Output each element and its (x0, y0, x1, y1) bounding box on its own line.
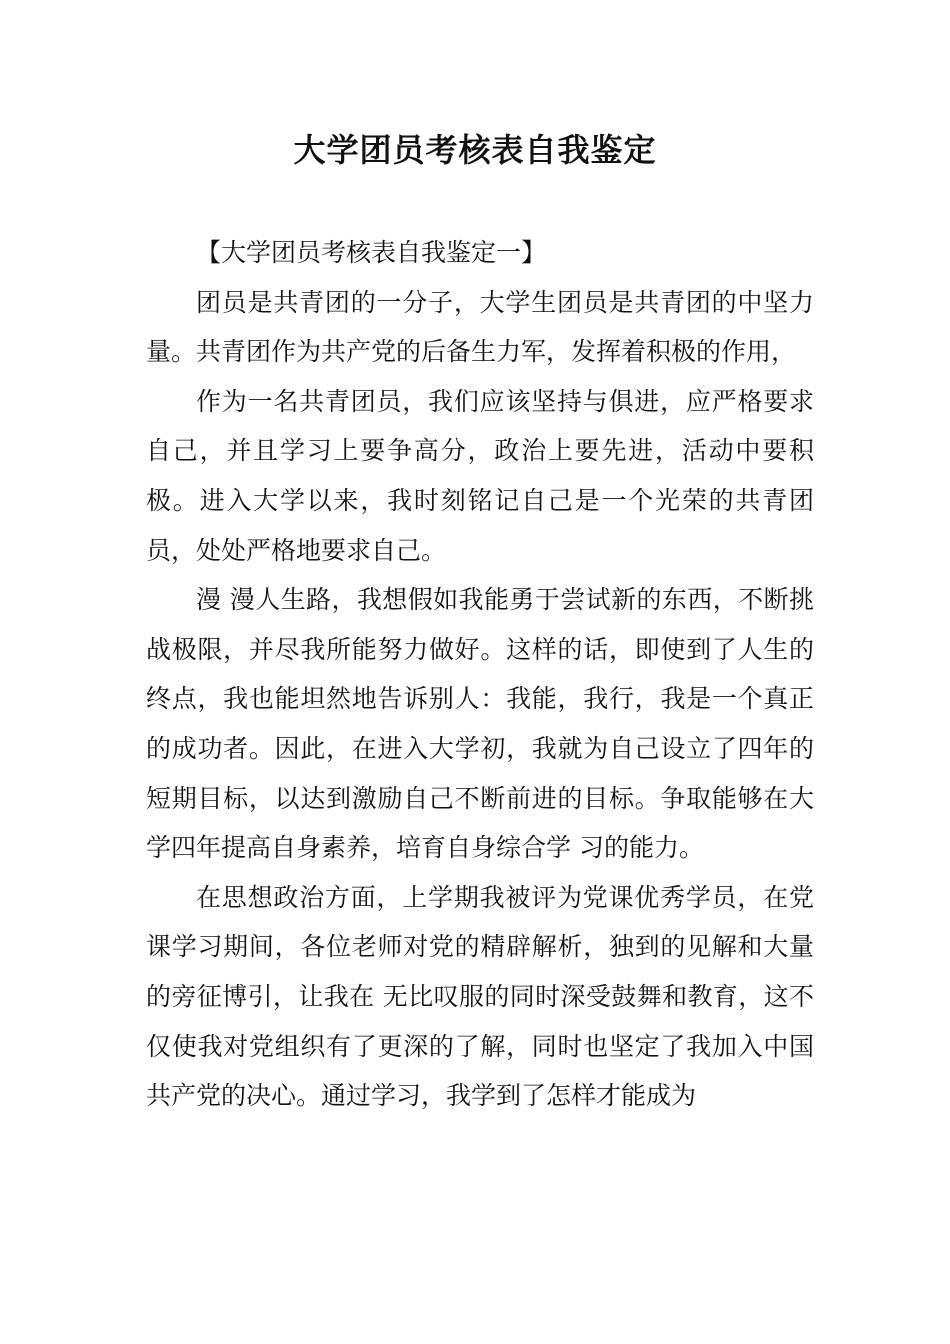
paragraph-2: 作为一名共青团员，我们应该坚持与俱进，应严格要求自己，并且学习上要争高分，政治上要先进，活动中要积极。进入大学以来，我时刻铭记自己是一个光荣的共青团员，处处严格地要求自己。 (146, 386, 814, 565)
section-heading: 【大学团员考核表自我鉴定一】 (196, 238, 547, 267)
paragraph-1: 团员是共青团的一分子，大学生团员是共青团的中坚力量。共青团作为共产党的后备生力军，发挥着积极的作用， (146, 287, 814, 367)
paragraph-4: 在思想政治方面，上学期我被评为党课优秀学员，在党课学习期间，各位老师对党的精辟解析，独到的见解和大量的旁征博引，让我在 无比叹服的同时深受鼓舞和教育，这不仅使我对党组织有了更深的了解，同时也坚定了我加入中国共产党的决心。通过学习，我学到了怎样才能成为 (146, 882, 814, 1111)
document-title: 大学团员考核表自我鉴定 (293, 131, 657, 169)
paragraph-3: 漫 漫人生路，我想假如我能勇于尝试新的东西，不断挑战极限，并尽我所能努力做好。这样的话，即使到了人生的终点，我也能坦然地告诉别人：我能，我行，我是一个真正的成功者。因此，在进入大学初，我就为自己设立了四年的短期目标，以达到激励自己不断前进的目标。争取能够在大学四年提高自身素养，培育自身综合学 习的能力。 (146, 585, 814, 863)
document-body (146, 228, 814, 1121)
